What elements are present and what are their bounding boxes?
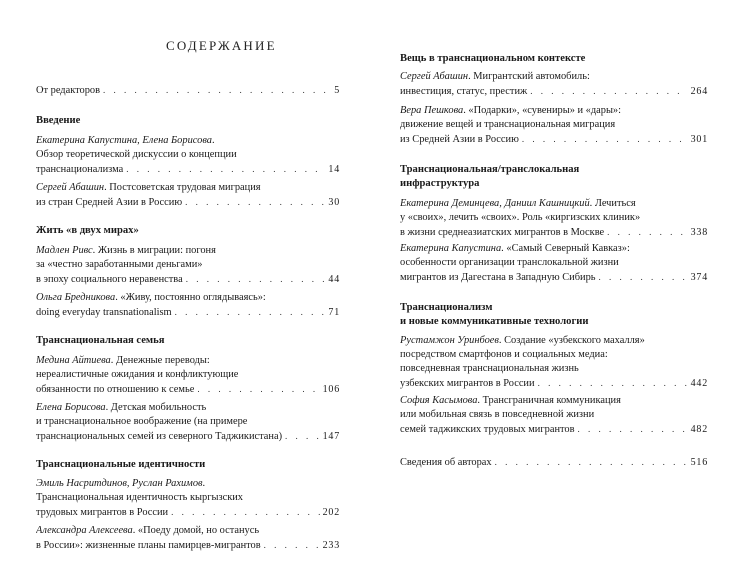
leader-dots — [175, 305, 326, 319]
page-number: 30 — [328, 197, 340, 208]
leader-dots — [126, 162, 325, 176]
entry-title-line: нереалистичные ожидания и конфликтующие — [36, 369, 239, 380]
entry-title-line: и транснациональное воображение (на примере — [36, 416, 248, 427]
entry-title-line: из стран Средней Азии в Россию — [36, 197, 183, 208]
leader-dots — [186, 272, 326, 286]
entry-title-line: узбекских мигрантов в России — [400, 378, 535, 389]
entry-title: . «Живу, постоянно оглядываясь»: — [115, 292, 266, 303]
page-number: 516 — [690, 457, 708, 468]
leader-dots — [495, 455, 688, 469]
entry-author: Екатерина Капустина — [400, 243, 502, 254]
leader-dots — [185, 195, 325, 209]
entry-title-line: посредством смартфонов и социальных медиа: — [400, 349, 608, 360]
entry-title: . «Подарки», «сувениры» и «дары»: — [463, 105, 622, 116]
entry-title: . — [202, 478, 206, 489]
leader-dots — [171, 505, 319, 519]
page-number: 202 — [322, 507, 340, 518]
leader-dots — [522, 132, 688, 146]
toc-entry[interactable] — [400, 334, 708, 391]
section-heading: Транснациональные идентичности — [36, 459, 206, 470]
toc-entry[interactable] — [36, 134, 340, 177]
entry-author: Рустамжон Уринбоев — [400, 335, 499, 346]
entry-title: . Мигрантский автомобиль: — [468, 71, 590, 82]
entry-title-line: транснационализма — [36, 164, 124, 175]
leader-dots — [599, 270, 688, 284]
entry-title-line: Обзор теоретической дискуссии о концепции — [36, 149, 237, 160]
entry-title: . Лечиться — [589, 198, 636, 209]
page-number: 482 — [690, 424, 708, 435]
section-heading-line: инфраструктура — [400, 178, 480, 189]
entry-title-line: из Средней Азии в Россию — [400, 134, 519, 145]
entry-title: . «Самый Северный Кавказ»: — [501, 243, 630, 254]
leader-dots — [607, 225, 687, 239]
entry-author: Екатерина Капустина, Елена Борисова — [36, 135, 212, 146]
entry-author: Сергей Абашин — [400, 71, 469, 82]
section-heading-line: Транснациональная/транслокальная — [400, 164, 580, 175]
entry-title-line: семей таджикских трудовых мигрантов — [400, 424, 575, 435]
entry-title: . Детская мобильность — [105, 402, 207, 413]
toc-entry[interactable] — [36, 291, 340, 320]
entry-title-line: трудовых мигрантов в России — [36, 507, 169, 518]
page-number: 374 — [690, 272, 708, 283]
entry-author: Екатерина Деминцева, Даниил Кашницкий — [400, 198, 590, 209]
leader-dots — [197, 382, 319, 396]
entry-author: Елена Борисова — [36, 402, 106, 413]
toc-entry[interactable] — [400, 242, 708, 285]
leader-dots — [578, 422, 688, 436]
entry-title-line: у «своих», лечить «своих». Роль «киргизских клиник» — [400, 212, 641, 223]
entry-title-line: Транснациональная идентичность кыргызских — [36, 492, 243, 503]
section-heading: Введение — [36, 115, 81, 126]
toc-entry[interactable] — [400, 197, 708, 240]
page-number: 5 — [334, 85, 340, 96]
leader-dots — [264, 538, 320, 552]
toc-entry-editors[interactable] — [36, 83, 340, 98]
entry-title-line: особенности организации транслокальной жизни — [400, 257, 619, 268]
toc-entry[interactable] — [400, 394, 708, 437]
toc-entry[interactable] — [400, 70, 708, 99]
page-number: 147 — [322, 431, 340, 442]
section-heading: Транснациональная семья — [36, 335, 165, 346]
entry-author: Медина Айтиева — [36, 355, 111, 366]
toc-entry-authors[interactable] — [400, 455, 708, 470]
entry-title-line: doing everyday transnationalism — [36, 307, 172, 318]
entry-title-line: за «честно заработанными деньгами» — [36, 259, 203, 270]
leader-dots — [103, 83, 331, 97]
toc-title: СОДЕРЖАНИЕ — [166, 38, 277, 53]
page-number: 442 — [690, 378, 708, 389]
page-number: 14 — [328, 164, 340, 175]
toc-entry[interactable] — [36, 401, 340, 444]
page-number: 301 — [690, 134, 708, 145]
entry-title-line: движение вещей и транснациональная миграция — [400, 119, 616, 130]
entry-title: . Денежные переводы: — [110, 355, 210, 366]
page-number: 338 — [690, 227, 708, 238]
entry-title-line: в жизни среднеазиатских мигрантов в Москве — [400, 227, 605, 238]
page-number: 264 — [690, 86, 708, 97]
entry-author: Мадлен Ривс — [36, 245, 93, 256]
toc-entry[interactable] — [36, 524, 340, 553]
entry-title: От редакторов — [36, 85, 101, 96]
entry-author: Ольга Бредникова — [36, 292, 116, 303]
page-number: 71 — [328, 307, 340, 318]
entry-author: Сергей Абашин — [36, 182, 105, 193]
entry-author: Эмиль Насритдинов, Руслан Рахимов — [36, 478, 203, 489]
entry-title: . Создание «узбекского махалля» — [498, 335, 645, 346]
section-heading — [400, 301, 708, 329]
entry-author: София Касымова — [400, 395, 478, 406]
entry-title-line: мигрантов из Дагестана в Западную Сибирь — [400, 272, 596, 283]
section-heading-line: и новые коммуникативные технологии — [400, 316, 589, 327]
entry-title-line: в эпоху социального неравенства — [36, 274, 183, 285]
section-heading: Вещь в транснациональном контексте — [400, 53, 586, 64]
leader-dots — [285, 429, 320, 443]
entry-title: . — [211, 135, 215, 146]
entry-title-line: в России»: жизненные планы памирцев-мигрантов — [36, 540, 261, 551]
entry-title: Сведения об авторах — [400, 457, 492, 468]
entry-author: Вера Пешкова — [400, 105, 464, 116]
toc-entry[interactable] — [36, 354, 340, 397]
entry-title-line: повседневная транснациональная жизнь — [400, 363, 579, 374]
toc-entry[interactable] — [36, 181, 340, 210]
entry-title-line: инвестиция, статус, престиж — [400, 86, 528, 97]
entry-title-line: обязанности по отношению к семье — [36, 384, 195, 395]
entry-title: . Постсоветская трудовая миграция — [104, 182, 261, 193]
page-number: 233 — [322, 540, 340, 551]
toc-entry[interactable] — [36, 477, 340, 520]
page-number: 44 — [328, 274, 340, 285]
section-heading — [400, 163, 708, 191]
entry-title: . «Поеду домой, но останусь — [132, 525, 260, 536]
toc-entry[interactable] — [400, 104, 708, 147]
entry-author: Александра Алексеева — [36, 525, 133, 536]
leader-dots — [530, 84, 687, 98]
entry-title-line: или мобильная связь в повседневной жизни — [400, 409, 595, 420]
section-heading: Жить «в двух мирах» — [36, 225, 139, 236]
entry-title: . Трансграничная коммуникация — [477, 395, 621, 406]
section-heading-line: Транснационализм — [400, 302, 493, 313]
leader-dots — [538, 376, 688, 390]
page-number: 106 — [322, 384, 340, 395]
entry-title-line: транснациональных семей из северного Таджикистана) — [36, 431, 283, 442]
toc-entry[interactable] — [36, 244, 340, 287]
entry-title: . Жизнь в миграции: погоня — [92, 245, 216, 256]
